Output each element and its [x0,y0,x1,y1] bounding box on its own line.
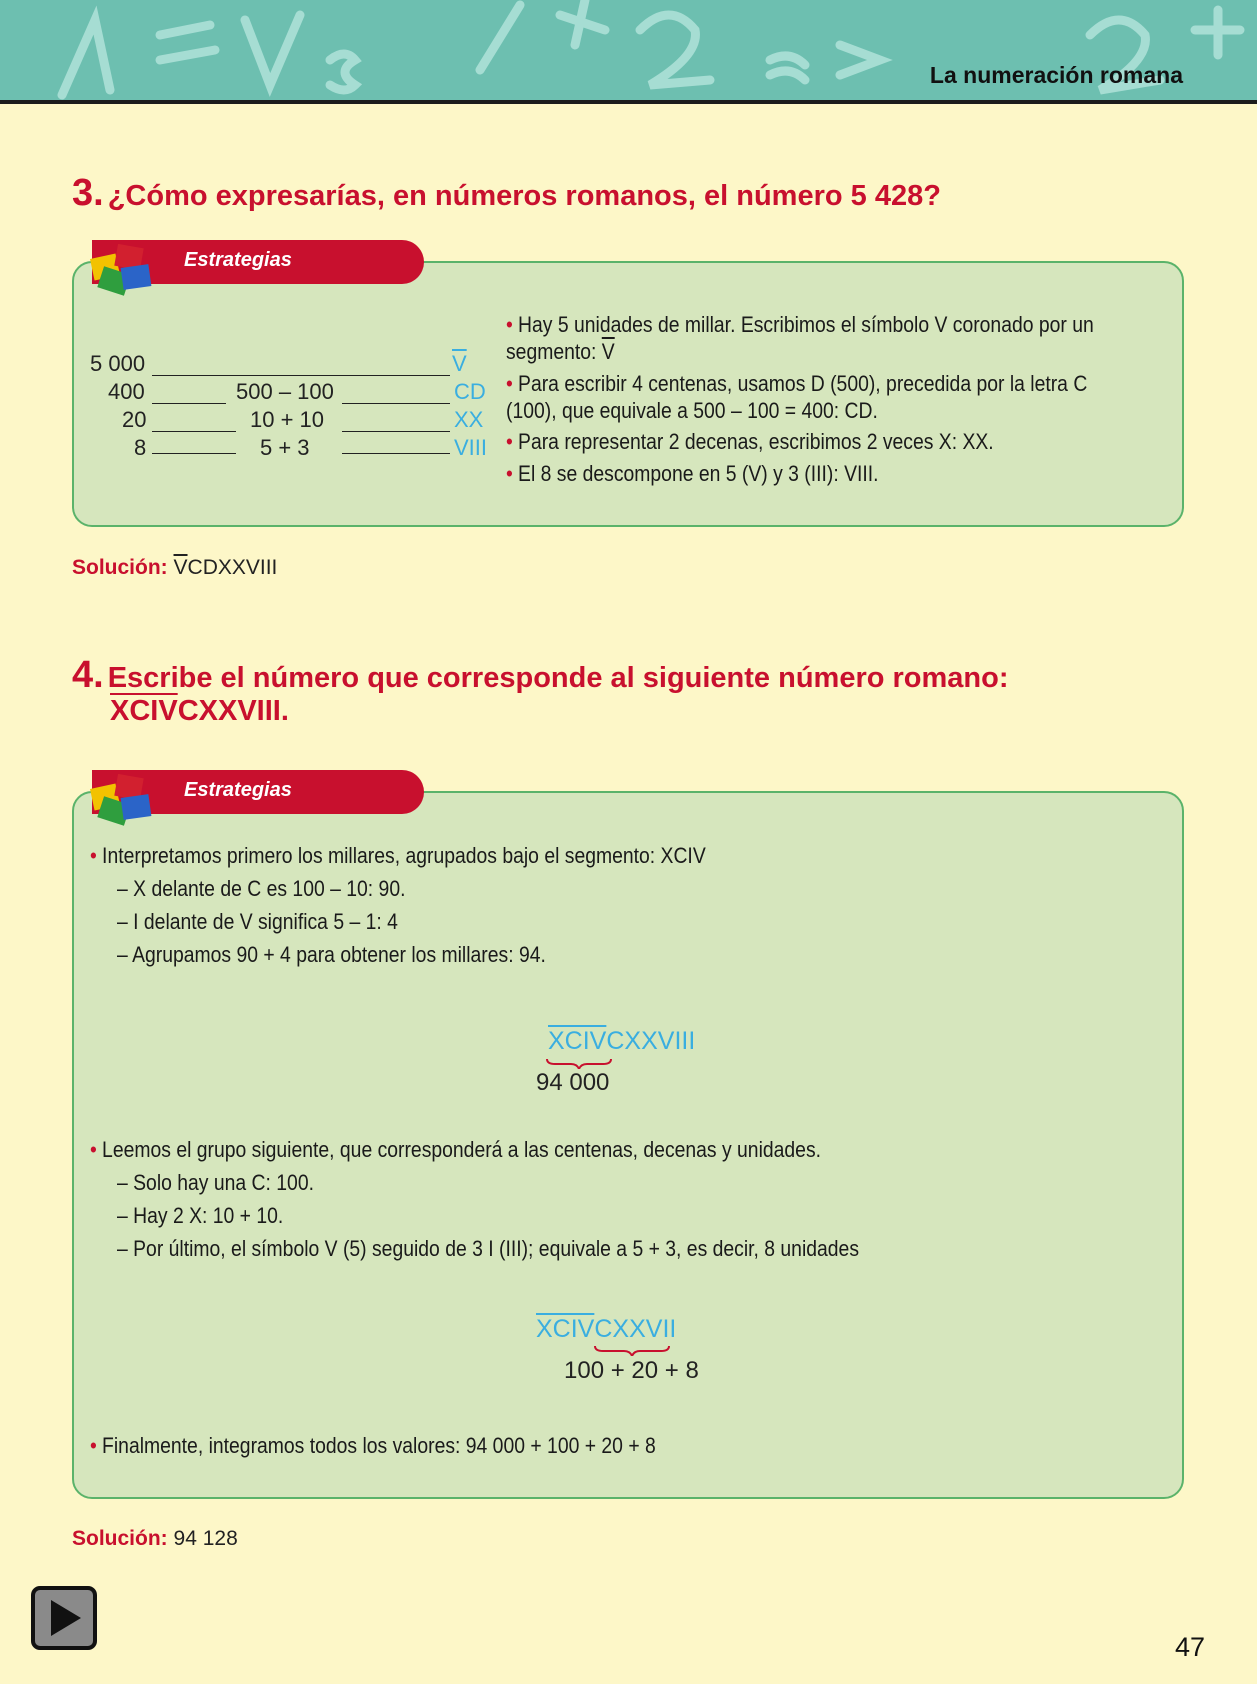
strategy-box-4 [72,791,1184,1499]
question-4-number: 4. [72,654,104,696]
decomp-line [342,431,450,432]
decomp-line [152,453,236,454]
page-number: 47 [1174,1632,1205,1662]
solution-3-overlined: $\overline{V}$ [173,556,188,579]
header-title: La numeración romana [929,62,1183,88]
q4-sub2-item: – Solo hay una C: 100. [117,1170,314,1195]
puzzle-icon [86,234,156,296]
question-3-number: 3. [72,172,104,214]
roman-diagram-1-value: 94 000 [536,1069,610,1096]
decomp-value-8: 8 [134,435,147,460]
q3-bullet-4: • El 8 se descompone en 5 (V) y 3 (III): VIII. [506,461,879,486]
roman-diagram-2-overlined: XCIV [536,1315,595,1343]
play-button[interactable] [31,1586,97,1650]
decomp-line [342,453,450,454]
puzzle-icon [86,764,156,826]
decomp-line [152,431,236,432]
strategy-label: Estrategias [184,249,292,271]
solution-3-rest: CDXXVIII [187,556,278,579]
decomp-line [152,375,450,376]
q3-bullet-2: • Para escribir 4 centenas, usamos D (500), precedida por la letra C (100), que equivale a 500 – 100 = 400: CD. [506,371,1088,423]
roman-xx: XX [454,407,484,432]
roman-viii: VIII [454,435,488,460]
header-rule [0,100,1257,104]
strategy-box-3 [72,261,1184,527]
decomp-split-8: 5 + 3 [260,435,310,460]
q4-bullet-3: • Finalmente, integramos todos los valores: 94 000 + 100 + 20 + 8 [90,1433,656,1458]
q4-sub2-item: – Por último, el símbolo V (5) seguido de 3 I (III); equivale a 5 + 3, es decir, 8 unidades [117,1236,860,1261]
roman-diagram-1-overlined: XCIV [548,1027,607,1055]
brace-icon [592,1344,672,1356]
question-4-text: Escribe el número que corresponde al siguiente número romano: [107,662,1009,694]
decomp-value-5000: 5 000 [90,351,146,376]
strategy-label: Estrategias [184,779,292,801]
question-4-title [72,654,1009,697]
solution-3 [72,556,277,580]
decomp-split-400: 500 – 100 [236,379,334,404]
solution-4-value: 94 128 [173,1527,238,1550]
play-icon [35,1590,93,1646]
roman-diagram-2-rest: CXXVII [594,1315,677,1343]
decomp-value-400: 400 [108,379,145,404]
header-banner [0,0,1257,100]
decomp-split-20: 10 + 10 [250,407,325,432]
question-3-title [72,172,941,215]
q4-bullet-1: • Interpretamos primero los millares, agrupados bajo el segmento: XCIV [90,843,706,868]
decomp-line [342,403,450,404]
q4-sub1-item: – X delante de C es 100 – 10: 90. [117,876,406,901]
q4-sub2-item: – Hay 2 X: 10 + 10. [117,1203,284,1228]
solution-label: Solución: [72,556,168,579]
q4-bullet-2: • Leemos el grupo siguiente, que corresponderá a las centenas, decenas y unidades. [90,1137,822,1162]
q3-bullet-3: • Para representar 2 decenas, escribimos 2 veces X: XX. [506,429,994,454]
question-4-roman: XCIVCXXVIII. [110,695,289,727]
roman-diagram-1-rest: CXXVIII [606,1027,696,1055]
q3-bullet-1: • Hay 5 unidades de millar. Escribimos el símbolo V coronado por un segmento: $\overline{V}$ [506,312,1094,364]
solution-label: Solución: [72,1527,168,1550]
q4-sub1-item: – Agrupamos 90 + 4 para obtener los millares: 94. [117,942,546,967]
question-3-text: ¿Cómo expresarías, en números romanos, el número 5 428? [107,180,941,212]
decomp-line [152,403,226,404]
roman-diagram-1 [548,1027,695,1056]
solution-4 [72,1527,238,1551]
q4-sub1-item: – I delante de V significa 5 – 1: 4 [117,909,398,934]
roman-v-overlined: $\overline{V}$ [452,351,467,376]
roman-diagram-2 [536,1315,676,1344]
brace-icon [544,1057,614,1069]
decomp-value-20: 20 [122,407,147,432]
roman-diagram-2-value: 100 + 20 + 8 [564,1357,699,1384]
roman-cd: CD [454,379,486,404]
